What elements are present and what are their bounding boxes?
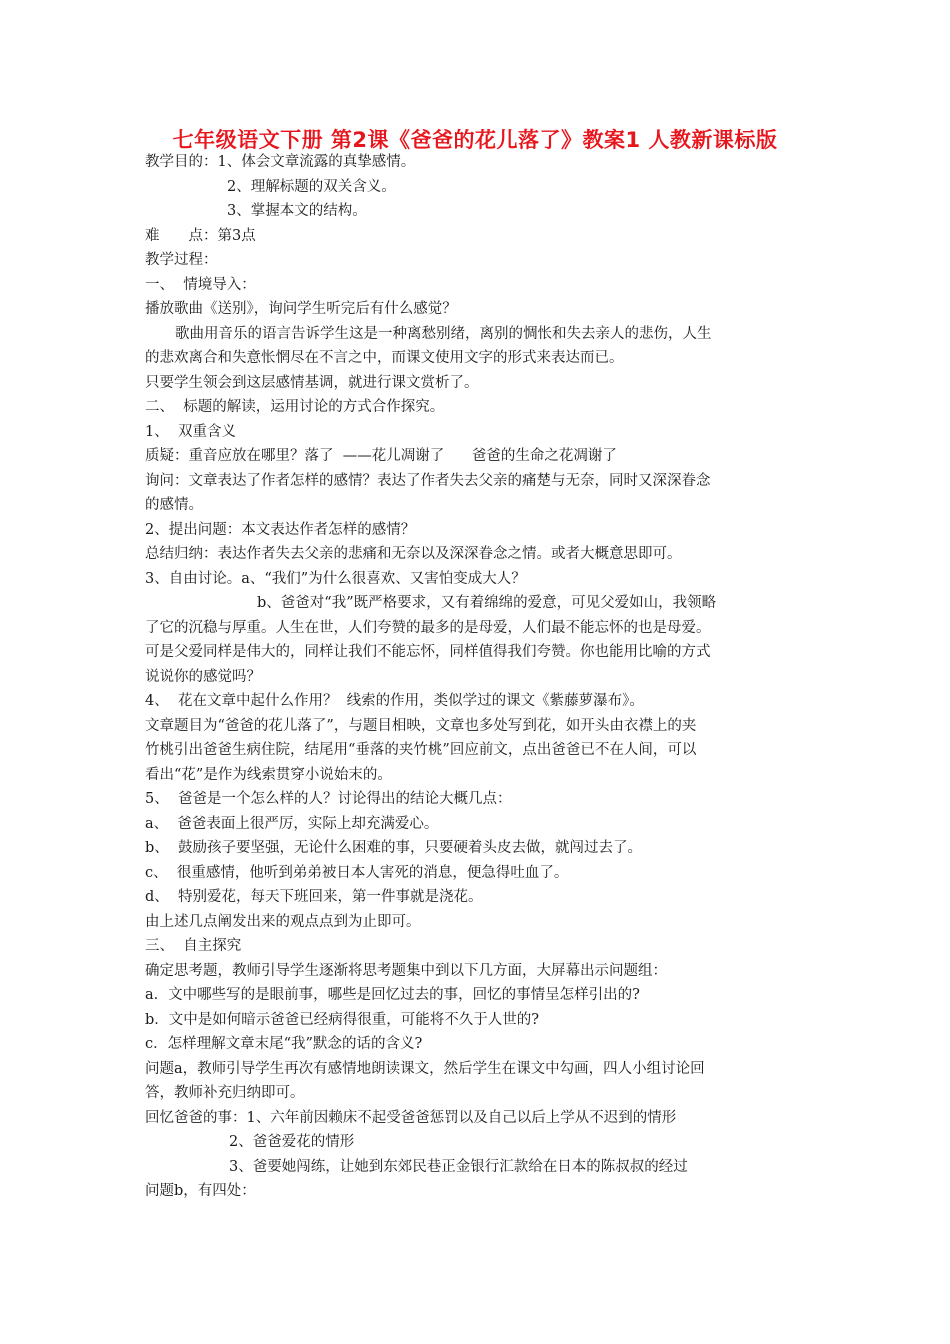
text-line: 询问：文章表达了作者怎样的感情？表达了作者失去父亲的痛楚与无奈，同时又深深眷念: [145, 472, 711, 489]
question-item: c．怎样理解文章末尾“我”默念的话的含义?: [145, 1036, 423, 1052]
text-line: b、爸爸对“我”既严格要求，又有着绵绵的爱意，可见父爱如山，我领略: [257, 595, 717, 611]
text-line: 只要学生领会到这层感情基调，就进行课文赏析了。: [145, 374, 479, 391]
section-heading: 三、 自主探究: [145, 938, 242, 954]
text-line: 教学目的：1、体会文章流露的真挚感情。: [145, 154, 416, 170]
question-item: b．文中是如何暗示爸爸已经病得很重，可能将不久于人世的?: [145, 1011, 540, 1028]
document-body: [145, 150, 810, 1204]
list-item: d、 特别爱花，每天下班回来，第一件事就是浇花。: [145, 889, 483, 905]
text-line: 1、 双重含义: [145, 423, 236, 440]
text-line: 3、掌握本文的结构。: [227, 203, 367, 219]
text-line: 3、自由讨论。a、“我们”为什么很喜欢、又害怕变成大人？: [145, 570, 526, 587]
text-line: 的感情。: [145, 497, 203, 513]
text-line: 教学过程：: [145, 252, 218, 268]
list-item: b、 鼓励孩子要坚强，无论什么困难的事，只要硬着头皮去做，就闯过去了。: [145, 840, 642, 856]
list-item: a、 爸爸表面上很严厉，实际上却充满爱心。: [145, 815, 439, 832]
question-item: a．文中哪些写的是眼前事，哪些是回忆过去的事，回忆的事情呈怎样引出的?: [145, 987, 640, 1003]
text-line: 确定思考题，教师引导学生逐渐将思考题集中到以下几方面，大屏幕出示问题组：: [145, 962, 667, 979]
text-line: 歌曲用音乐的语言告诉学生这是一种离愁别绪，离别的惆怅和失去亲人的悲伤，人生: [175, 325, 712, 342]
text-line: 4、 花在文章中起什么作用？ 线索的作用，类似学过的课文《紫藤萝瀑布》。: [145, 693, 644, 709]
text-line: 问题a，教师引导学生再次有感情地朗读课文，然后学生在课文中勾画，四人小组讨论回: [145, 1060, 705, 1077]
section-heading: 二、 标题的解读，运用讨论的方式合作探究。: [145, 399, 445, 415]
text-line: 2、爸爸爱花的情形: [229, 1134, 355, 1150]
text-line: 问题b，有四处：: [145, 1183, 256, 1199]
text-line: 质疑：重音应放在哪里？落了 ——花儿凋谢了 爸爸的生命之花凋谢了: [145, 448, 617, 464]
list-item: c、 很重感情，他听到弟弟被日本人害死的消息，便急得吐血了。: [145, 864, 569, 881]
text-line: 2、提出问题：本文表达作者怎样的感情？: [145, 521, 416, 538]
text-line: 由上述几点阐发出来的观点点到为止即可。: [145, 913, 421, 930]
section-heading: 一、 情境导入：: [145, 276, 256, 293]
text-line: 播放歌曲《送别》，询问学生听完后有什么感觉？: [145, 301, 457, 317]
text-line: 的悲欢离合和失意怅惘尽在不言之中，而课文使用文字的形式来表达而已。: [145, 350, 624, 366]
text-line: 难 点：第3点: [145, 227, 256, 244]
text-line: 5、 爸爸是一个怎么样的人？讨论得出的结论大概几点：: [145, 791, 512, 807]
text-line: 总结归纳：表达作者失去父亲的悲痛和无奈以及深深眷念之情。或者大概意思即可。: [145, 546, 682, 562]
text-line: 可是父爱同样是伟大的，同样让我们不能忘怀，同样值得我们夸赞。你也能用比喻的方式: [145, 644, 711, 660]
text-line: 答，教师补充归纳即可。: [145, 1085, 305, 1101]
text-line: 回忆爸爸的事：1、六年前因赖床不起受爸爸惩罚以及自己以后上学从不迟到的情形: [145, 1109, 677, 1126]
text-line: 3、爸要她闯练，让她到东郊民巷正金银行汇款给在日本的陈叔叔的经过: [229, 1158, 688, 1175]
text-line: 了它的沉稳与厚重。人生在世，人们夸赞的最多的是母爱，人们最不能忘怀的也是母爱。: [145, 619, 711, 636]
text-line: 2、理解标题的双关含义。: [227, 178, 396, 195]
text-line: 文章题目为“爸爸的花儿落了”，与题目相映，文章也多处写到花，如开头由衣襟上的夹: [145, 717, 697, 734]
document-title: 七年级语文下册 第2课《爸爸的花儿落了》教案1 人教新课标版: [172, 128, 778, 152]
text-line: 竹桃引出爸爸生病住院，结尾用“垂落的夹竹桃”回应前文，点出爸爸已不在人间，可以: [145, 742, 697, 758]
text-line: 说说你的感觉吗？: [145, 668, 261, 685]
text-line: 看出“花”是作为线索贯穿小说始末的。: [145, 766, 392, 783]
